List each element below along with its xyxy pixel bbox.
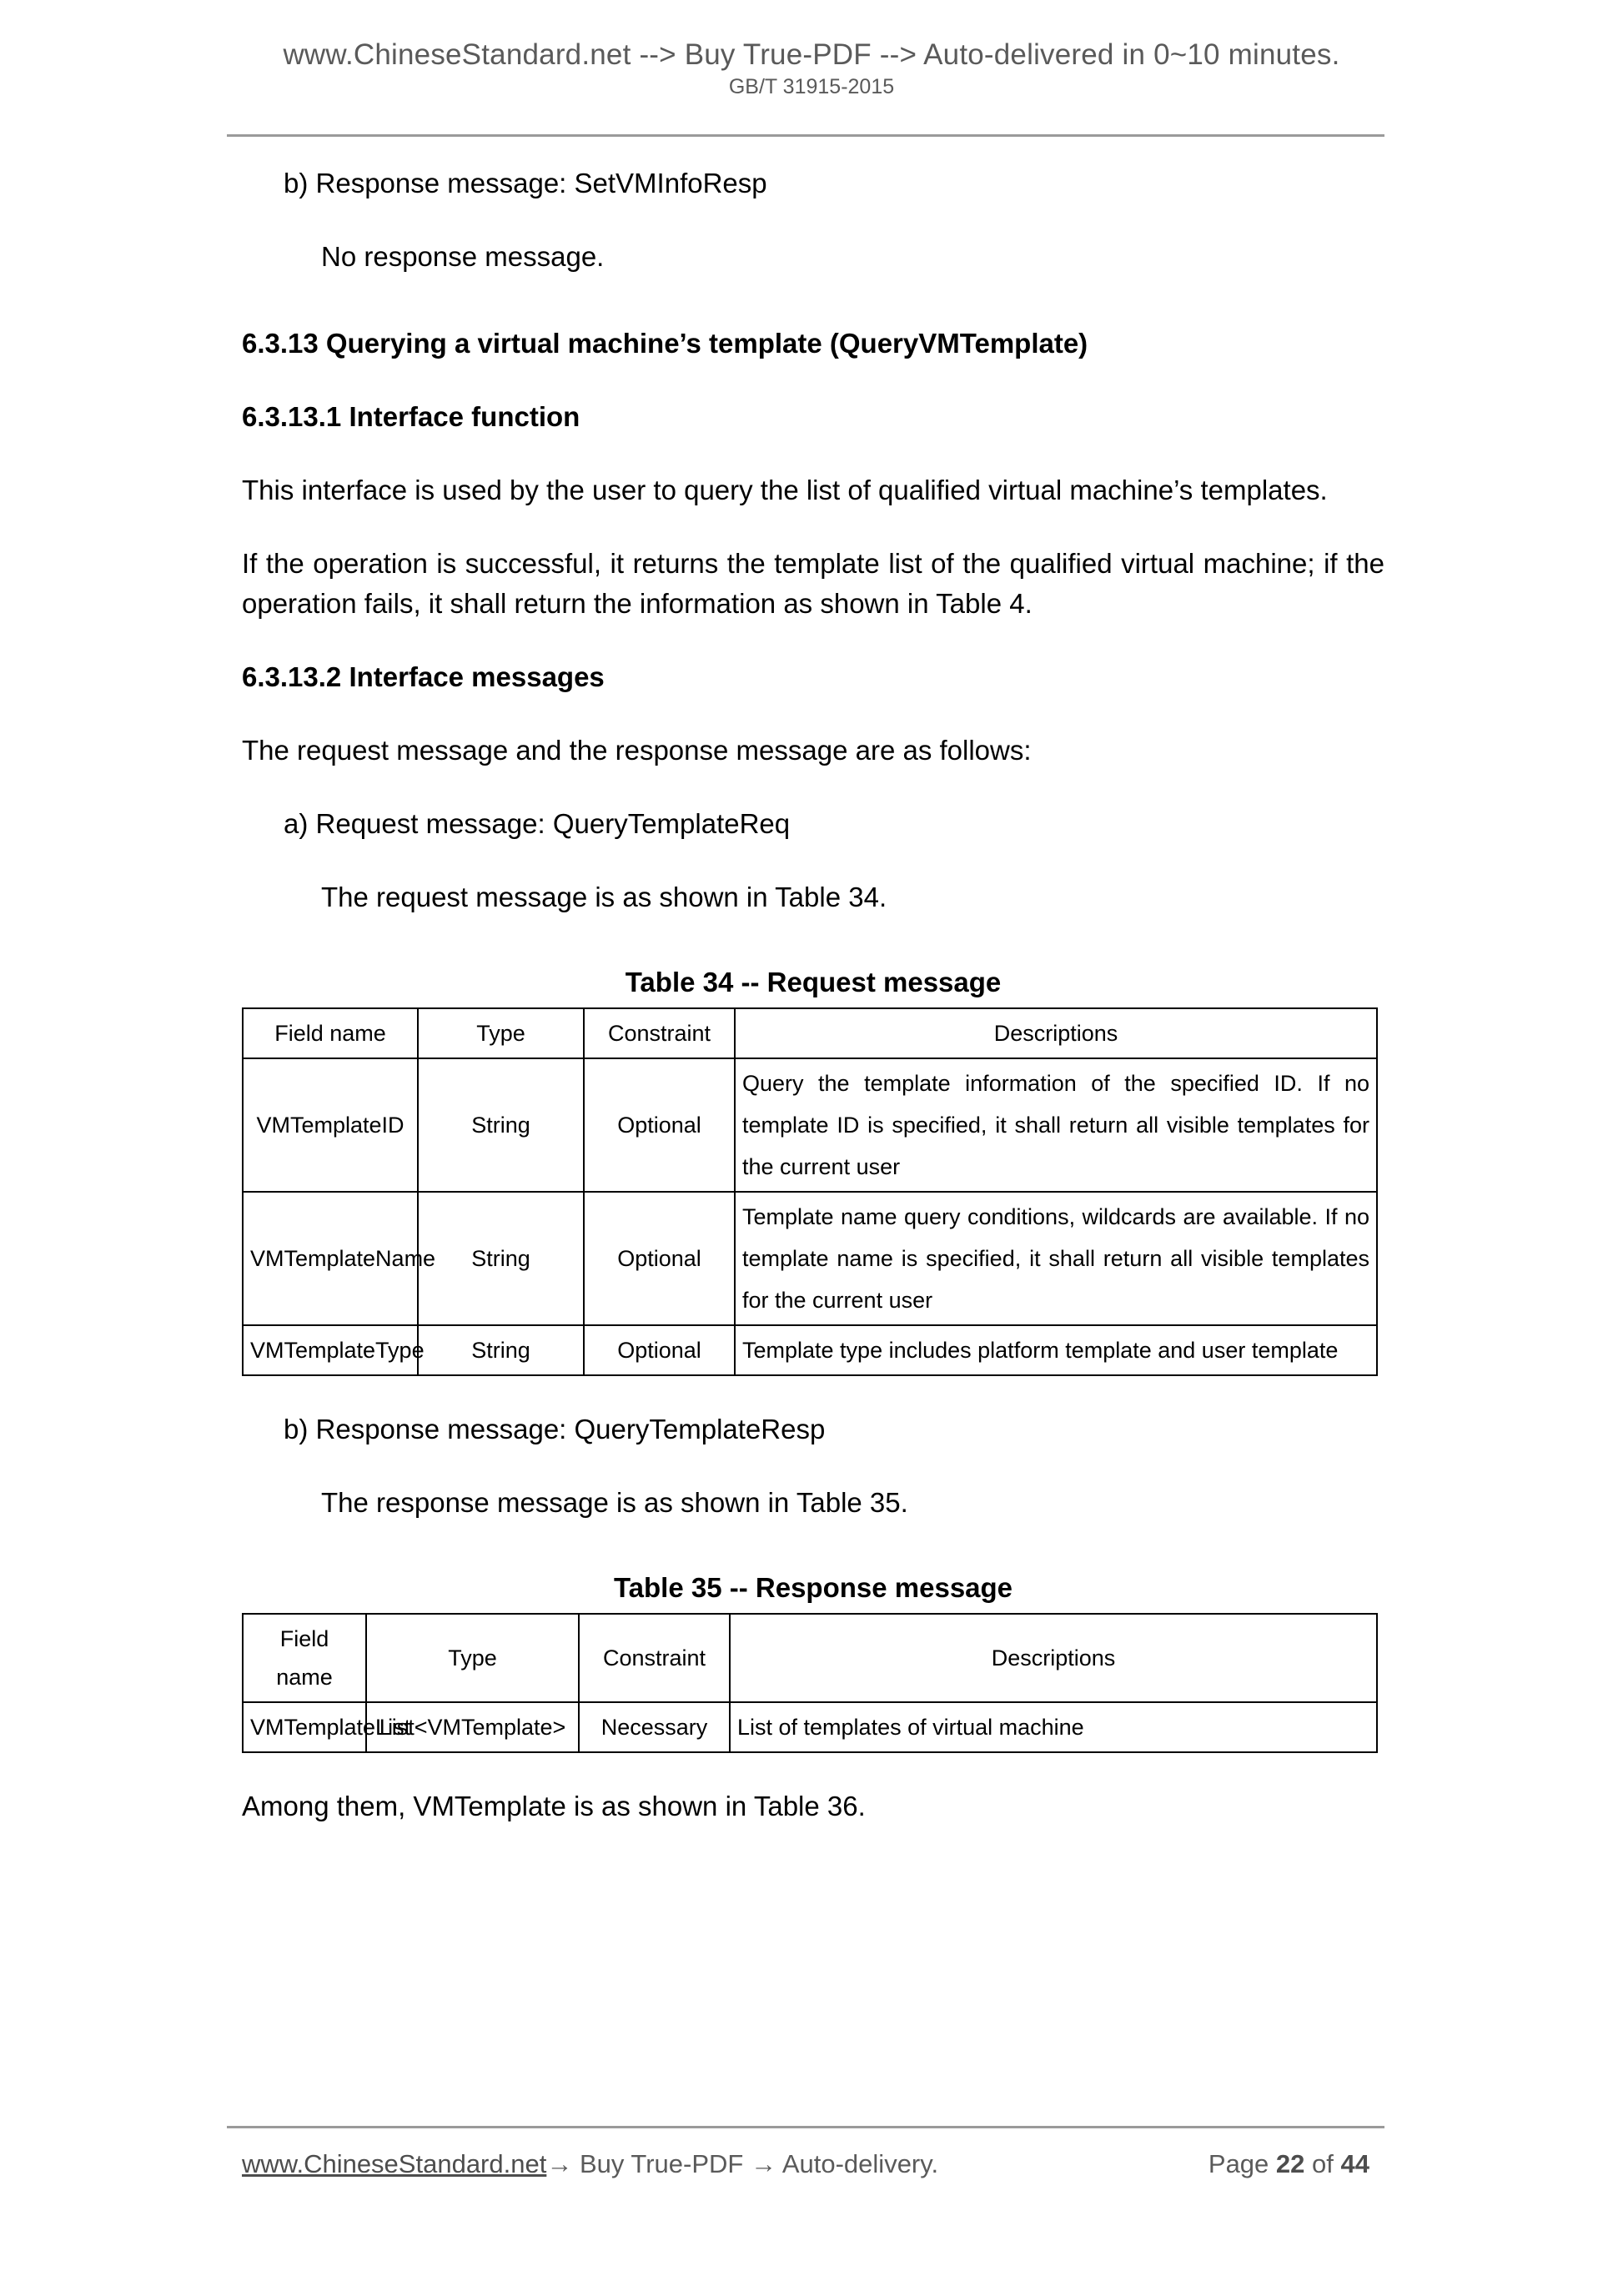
spacer <box>242 302 1384 324</box>
prev-response-note: No response message. <box>321 241 605 272</box>
cell-type: String <box>418 1058 584 1192</box>
spacer <box>242 1753 1384 1786</box>
cell-field-name: VMTemplateName <box>243 1192 418 1325</box>
table-34-col-descriptions: Descriptions <box>735 1008 1377 1058</box>
page-number: 22 <box>1275 2149 1305 2178</box>
cell-constraint: Optional <box>584 1192 735 1325</box>
spacer <box>242 796 1384 804</box>
spacer <box>242 869 1384 877</box>
footer-promo <box>242 2149 938 2179</box>
table-35 <box>242 1613 1378 1753</box>
footer-tagline: → Buy True-PDF → Auto-delivery. <box>546 2149 939 2178</box>
subsection-heading-6-3-13-2: 6.3.13.2 Interface messages <box>242 661 605 692</box>
response-message-item: b) Response message: QueryTemplateResp <box>284 1414 826 1444</box>
cell-description: Template type includes platform template and user template <box>735 1325 1377 1375</box>
cell-constraint: Optional <box>584 1058 735 1192</box>
page-indicator <box>1208 2149 1369 2179</box>
spacer <box>242 1548 1384 1570</box>
cell-description: List of templates of virtual machine <box>730 1702 1377 1752</box>
table-34 <box>242 1007 1378 1376</box>
spacer <box>242 722 1384 731</box>
footer-site-link[interactable]: www.ChineseStandard.net <box>242 2149 547 2178</box>
spacer <box>242 462 1384 470</box>
header-divider <box>227 134 1384 137</box>
cell-field-name: VMTemplateID <box>243 1058 418 1192</box>
table-34-title: Table 34 -- Request message <box>625 967 1002 997</box>
table-row <box>243 1058 1377 1192</box>
table-35-col-descriptions: Descriptions <box>730 1614 1377 1702</box>
spacer <box>242 535 1384 544</box>
cell-type: String <box>418 1325 584 1375</box>
page-footer <box>242 2149 1384 2179</box>
section-heading-6-3-13: 6.3.13 Querying a virtual machine’s template (QueryVMTemplate) <box>242 328 1088 359</box>
spacer <box>242 1475 1384 1483</box>
request-message-item: a) Request message: QueryTemplateReq <box>284 808 791 839</box>
table-row <box>243 1325 1377 1375</box>
of-label: of <box>1312 2149 1334 2178</box>
header-standard-id: GB/T 31915-2015 <box>728 75 895 99</box>
cell-type: List<VMTemplate> <box>366 1702 579 1752</box>
subsection-heading-6-3-13-1: 6.3.13.1 Interface function <box>242 401 580 432</box>
spacer <box>242 942 1384 964</box>
table-34-col-field-name: Field name <box>243 1008 418 1058</box>
cell-field-name: VMTemplateList <box>243 1702 366 1752</box>
table-header-row <box>243 1614 1377 1702</box>
table-35-col-field-name: Field name <box>243 1614 366 1702</box>
header-promo-text: www.ChineseStandard.net --> Buy True-PDF --> Auto-delivered in 0~10 minutes. <box>283 38 1340 71</box>
cell-description: Template name query conditions, wildcards are available. If no template name is specified, it shall return all visible templates for the current user <box>735 1192 1377 1325</box>
table-35-col-type: Type <box>366 1614 579 1702</box>
table-34-col-type: Type <box>418 1008 584 1058</box>
page-header <box>0 38 1623 99</box>
interface-messages-intro: The request message and the response message are as follows: <box>242 735 1032 766</box>
spacer <box>242 229 1384 237</box>
spacer <box>242 649 1384 657</box>
table-row <box>243 1702 1377 1752</box>
cell-description: Query the template information of the specified ID. If no template ID is specified, it shall return all visible templates for the current user <box>735 1058 1377 1192</box>
total-pages: 44 <box>1340 2149 1369 2178</box>
spacer <box>242 1376 1384 1409</box>
table-35-title: Table 35 -- Response message <box>613 1572 1013 1603</box>
cell-type: String <box>418 1192 584 1325</box>
cell-constraint: Optional <box>584 1325 735 1375</box>
table-35-col-constraint: Constraint <box>579 1614 730 1702</box>
prev-response-item: b) Response message: SetVMInfoResp <box>284 168 767 198</box>
footer-divider <box>227 2126 1384 2128</box>
interface-function-paragraph-2: If the operation is successful, it returns the template list of the qualified virtual machine; if the operation fails, it shall return the information as shown in Table 4. <box>242 548 1384 619</box>
page-content <box>242 163 1384 1851</box>
request-message-note: The request message is as shown in Table 34. <box>321 882 887 912</box>
closing-note: Among them, VMTemplate is as shown in Table 36. <box>242 1791 866 1821</box>
page-label: Page <box>1208 2149 1269 2178</box>
table-34-col-constraint: Constraint <box>584 1008 735 1058</box>
table-header-row <box>243 1008 1377 1058</box>
table-row <box>243 1192 1377 1325</box>
interface-function-paragraph-1: This interface is used by the user to query the list of qualified virtual machine’s templates. <box>242 475 1328 505</box>
cell-field-name: VMTemplateType <box>243 1325 418 1375</box>
cell-constraint: Necessary <box>579 1702 730 1752</box>
response-message-note: The response message is as shown in Table 35. <box>321 1487 908 1518</box>
spacer <box>242 389 1384 397</box>
